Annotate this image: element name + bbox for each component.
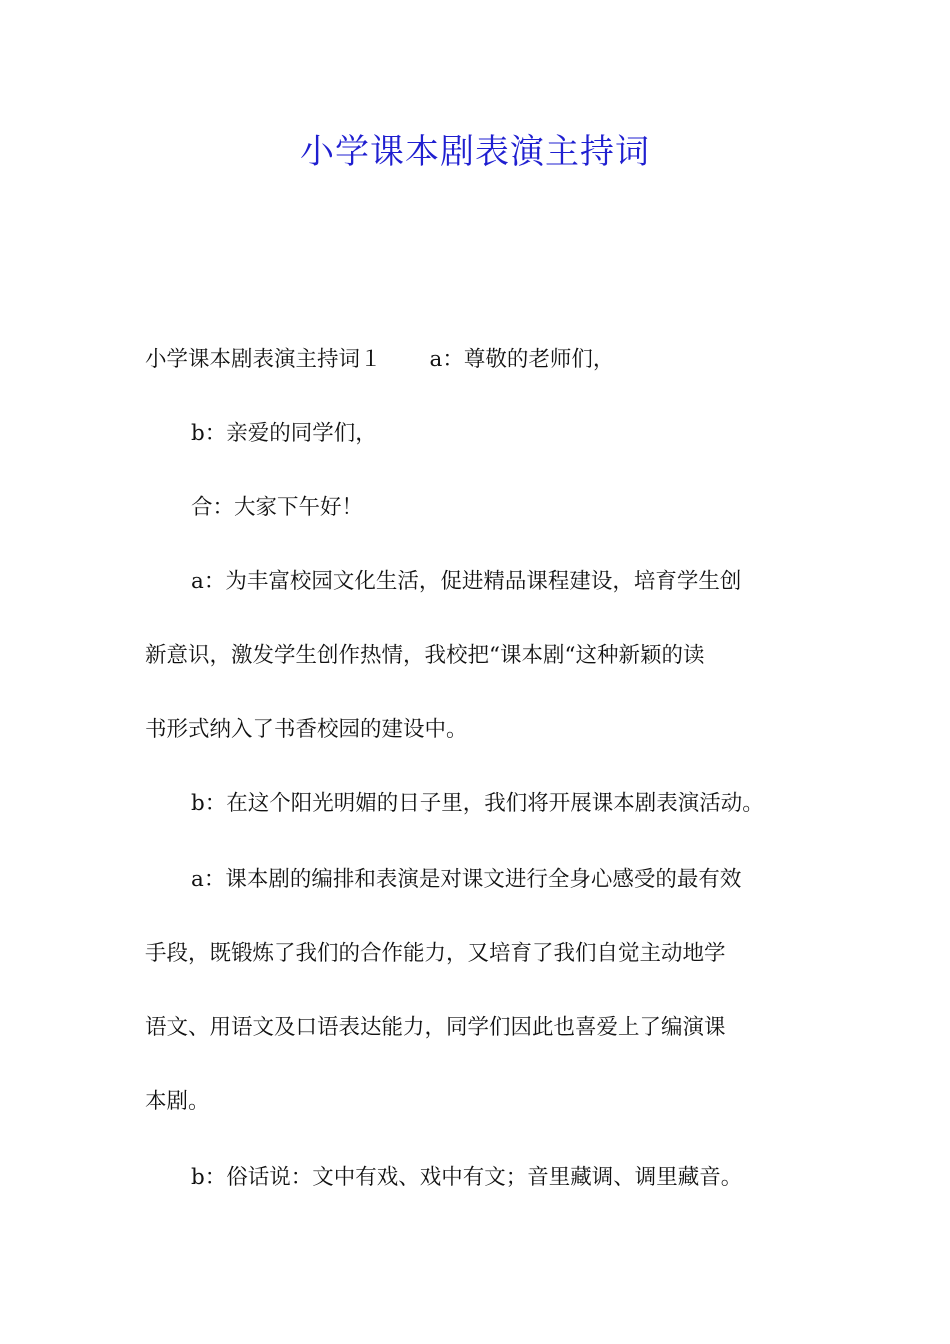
dialogue-text: a：尊敬的老师们， [429, 347, 615, 372]
paragraph-line: 手段，既锻炼了我们的合作能力，又培育了我们自觉主动地学 [145, 941, 726, 966]
paragraph-line: a：课本剧的编排和表演是对课文进行全身心感受的最有效 [191, 867, 742, 892]
paragraph-line: 本剧。 [145, 1089, 210, 1114]
paragraph-line: a：为丰富校园文化生活，促进精品课程建设，培育学生创 [191, 569, 742, 594]
paragraph-line: b：亲爱的同学们， [191, 421, 377, 446]
paragraph-line [145, 323, 815, 397]
paragraph-line: 新意识，激发学生创作热情，我校把“课本剧“这种新颖的读 [145, 643, 705, 668]
document-title: 小学课本剧表演主持词 [300, 132, 650, 172]
section-heading: 小学课本剧表演主持词１ [145, 347, 382, 372]
paragraph-line: 合：大家下午好！ [191, 495, 364, 520]
paragraph-line: 书形式纳入了书香校园的建设中。 [145, 717, 468, 742]
paragraph-line: b：俗话说：文中有戏、戏中有文；音里藏调、调里藏音。 [191, 1165, 743, 1190]
paragraph-line: b：在这个阳光明媚的日子里，我们将开展课本剧表演活动。 [191, 791, 764, 816]
paragraph-line: 语文、用语文及口语表达能力，同学们因此也喜爱上了编演课 [145, 1015, 726, 1040]
